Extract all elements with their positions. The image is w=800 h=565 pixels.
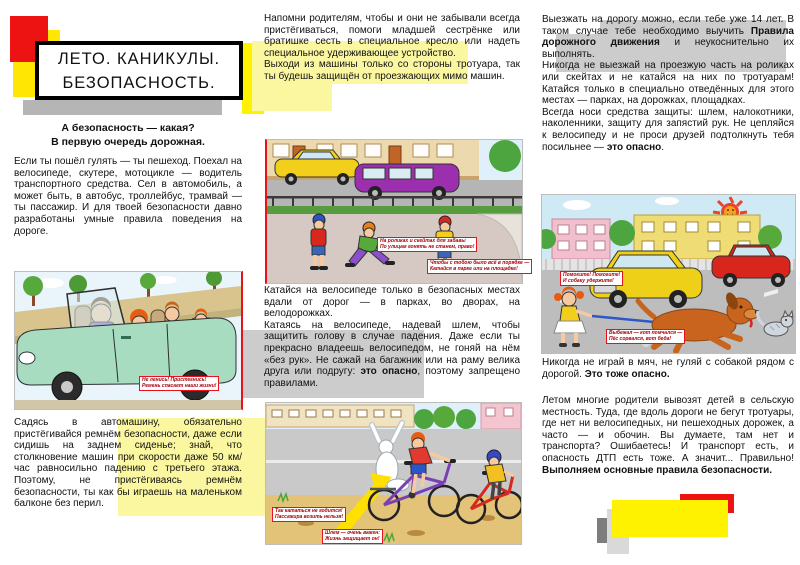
dog-walk-illustration <box>541 194 796 354</box>
deco-grey-shadow-bar <box>23 100 222 115</box>
exit-car-paragraph: Выходи из машины только со стороны тротуара, так ты будешь защищён от проезжающих мимо машин. <box>264 59 520 82</box>
col2-top-paragraphs <box>264 13 520 83</box>
page-title-line2: БЕЗОПАСНОСТЬ. <box>62 73 216 92</box>
title-box <box>35 41 243 100</box>
col1-seatbelt-paragraph <box>14 417 242 510</box>
bike-safe-places-paragraph: Катайся на велосипеде только в безопасных местах вдали от дорог — в парках, во дворах, на велодорожках. <box>264 285 520 320</box>
skaters-illustration <box>265 139 530 284</box>
tree <box>489 140 521 172</box>
dog-ran-caption: Выбежал — кот помчался — Пёс сорвался, вот беда! <box>606 329 685 344</box>
subtitle-line1: А безопасность — какая? <box>61 122 195 134</box>
subtitle-line2: В первую очередь дорожная. <box>51 135 205 148</box>
deco-yellow-bar <box>612 500 728 537</box>
seatbelt-caption: Не ленись! Пристегнись! Ремень спасает наши жизни! <box>139 376 219 391</box>
tree <box>609 220 635 246</box>
highlight-yellow-col2-b <box>252 84 332 111</box>
seatbelt-warning-paragraph: Садясь в автомашину, обязательно пристёгивайся ремнём безопасности, даже если сидишь на заднем сиденье; знай, что столкновение машин при скорости даже 50 км/час равносильно падению с третьего этажа. Поэтому, не пристёгиваясь ремнём безопасности, ты как бы играешь на маленьком балконе без перил. <box>14 417 242 510</box>
bike-helmet-paragraph: Катаясь на велосипеде, надевай шлем, чтобы защитить голову в случае падения. Даже если ты прекрасно владеешь велосипедом, не гоняй на нём «без рук». Не сажай на багажник или на раму велика друга или подругу: это опасно, поэтому запрещено правилами. <box>264 319 521 389</box>
headlight <box>19 352 35 364</box>
cyclists-scene <box>266 403 521 544</box>
no-roadway-skates-paragraph: Никогда не выезжай на проезжую часть на роликах или скейтах и не катайся на них по тротуарам! Катайся только в специально отведённых для этого местах — парках, на дорожках, площадках. <box>542 60 794 107</box>
remind-parents-paragraph: Напомни родителям, чтобы и они не забывали всегда пристёгиваться, помоги младшей сестрёнке или братишке сесть в специальное кресло или надеть специальное удерживающее устройство. <box>264 13 520 59</box>
col3-ball-dog-paragraph: Никогда не играй в мяч, не гуляй с собакой рядом с дорогой. Это тоже опасно. <box>542 357 794 380</box>
col3-countryside-paragraph: Летом многие родители вывозят детей в сельскую местность. Туда, где вдоль дороги не бегут тротуары, где нет ни велосипедных, ни пешеходных дорожек, а часто — и обочин. Вы думаете, там нет и транспорта? Ошибаетесь! И транспорт есть, и опасность ДТП есть тоже. А значит... Правильно! Выполняем основные правила безопасности. <box>542 395 794 476</box>
no-passenger-caption: Так кататься не годится! Пассажира возить нельзя! <box>272 507 346 522</box>
deco-grey-dark-bar <box>597 518 607 543</box>
skate-park-caption: Чтобы с тобою было всё в порядке — Катайся в парке или на площадке! <box>427 259 532 274</box>
col3-top-paragraphs <box>542 14 794 153</box>
cyclists-illustration <box>265 402 522 545</box>
page-title-line1: ЛЕТО. КАНИКУЛЫ. <box>57 49 221 68</box>
protective-gear-paragraph: Всегда носи средства защиты: шлем, налокотники, наколенники, защиту для запястий рук. Не цепляйся к велосипеду и не проси друзей подтолкнуть тебя посильнее — это опасно. <box>542 106 794 153</box>
hold-dog-caption: Помогите! Помогите! И собаку удержите! <box>560 271 623 286</box>
skates-rule-caption: На роликах и скейтах для забавы По улицам гонять не станем, право! <box>377 237 477 252</box>
subtitle <box>14 122 242 149</box>
helmet-caption: Шлем — очень важен: Жизнь защищает он! <box>322 529 383 544</box>
col1-intro-paragraph <box>14 156 242 237</box>
col2-bike-paragraphs <box>264 285 520 389</box>
pedestrian-passenger-paragraph: Если ты пошёл гулять — ты пешеход. Поехал на велосипеде, скутере, мотоцикле — водитель транспортного средства. Сел в автомобиль, а может быть, в автобус, троллейбус, трамвай — ты пассажир. И для твоей безопасности давно разработаны умные правила поведения на дороге. <box>14 156 242 237</box>
car-family-illustration <box>14 271 243 410</box>
age-14-paragraph: Выезжать на дорогу можно, если тебе уже 14 лет. В таком случае тебе необходимо выучить Правила дорожного движения и неукоснительно их выполнять. <box>542 14 794 60</box>
